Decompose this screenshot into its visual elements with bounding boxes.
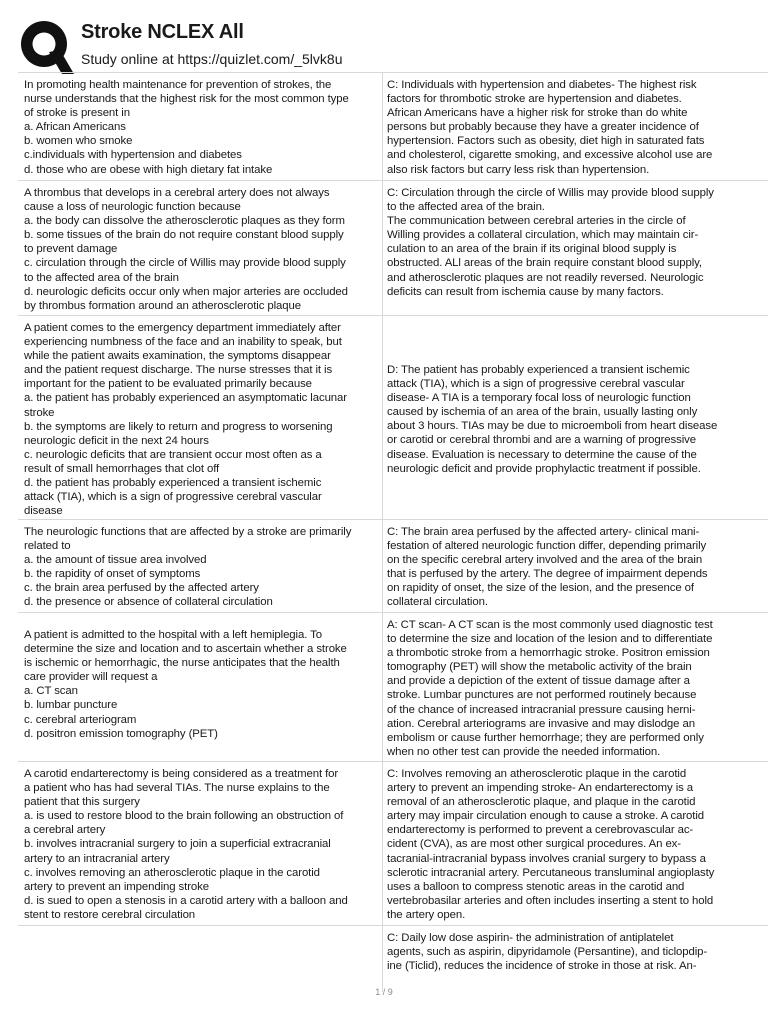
question-cell: A thrombus that develops in a cerebral artery does not always cause a loss of neurologic function because a. the body can dissolve the atherosclerotic plaques as they form b. some tissues of the brain do not require constant blood supply to prevent damage c. circulation through the circle of Willis may provide blood supply to the affected area of the brain d. neurologic deficits occur only when major arteries are occluded by thrombus formation around an atherosclerotic plaque bbox=[24, 187, 348, 312]
answer-cell: A: CT scan- A CT scan is the most commonly used diagnostic test to determine the size and location of the lesion and to differentiate a thrombotic stroke from a hemorrhagic stroke. Positron emission tomography (PET) will show the metabolic activity of the brain and provide a depiction of the extent of tissue damage after a stroke. Lumbar punctures are not performed routinely because of the chance of increased intracranial pressure causing herni- ation. Cerebral arteriograms are invasive and may dislodge an embolism or cause further hemorrhage; they are performed only when no other test can provide the needed information. bbox=[387, 619, 713, 758]
flashcard-table bbox=[18, 72, 768, 992]
document-title: Stroke NCLEX All bbox=[81, 21, 244, 43]
answer-cell: C: The brain area perfused by the affected artery- clinical mani- festation of altered neurologic function differ, depending primarily on the specific cerebral artery involved and the area of the brain that is perfused by the artery. The degree of impairment depends on rapidity of onset, the size of the lesion, and the presence of collateral circulation. bbox=[387, 526, 708, 609]
table-row bbox=[18, 316, 768, 520]
table-row bbox=[18, 73, 768, 181]
table-row bbox=[18, 520, 768, 613]
page-number: 1 / 9 bbox=[375, 987, 393, 997]
question-cell: A carotid endarterectomy is being considered as a treatment for a patient who has had several TIAs. The nurse explains to the patient that this surgery a. is used to restore blood to the brain following an obstruction of a cerebral artery b. involves intracranial surgery to join a superficial extracranial artery to an intracranial artery c. involves removing an atherosclerotic plaque in the carotid artery to prevent an impending stroke d. is sued to open a stenosis in a carotid artery with a balloon and stent to restore cerebral circulation bbox=[24, 768, 348, 921]
answer-cell: C: Daily low dose aspirin- the administration of antiplatelet agents, such as aspirin, dipyridamole (Persantine), and ticlopdip- ine (Ticlid), reduces the incidence of stroke in those at risk. An- bbox=[387, 932, 708, 973]
question-cell: In promoting health maintenance for prevention of strokes, the nurse understands that the highest risk for the most common type of stroke is present in a. African Americans b. women who smoke c.individuals with hypertension and diabetes d. those who are obese with high dietary fat intake bbox=[24, 79, 349, 176]
table-row bbox=[18, 926, 768, 992]
question-cell: A patient is admitted to the hospital with a left hemiplegia. To determine the size and location and to ascertain whether a stroke is ischemic or hemorrhagic, the nurse anticipates that the health care provider will request a a. CT scan b. lumbar puncture c. cerebral arteriogram d. positron emission tomography (PET) bbox=[24, 629, 347, 740]
question-cell: A patient comes to the emergency department immediately after experiencing numbness of the face and an inability to speak, but while the patient awaits examination, the symptoms disappear and the patient request discharge. The nurse stresses that it is important for the patient to be evaluated primarily because a. the patient has probably experienced an asymptomatic lacunar stroke b. the symptoms are likely to return and progress to worsening neurologic deficit in the next 24 hours c. neurologic deficits that are transient occur most often as a result of small hemorrhages that clot off d. the patient has probably experienced a transient ischemic attack (TIA), which is a sign of progressive cerebral vascular disease bbox=[24, 322, 347, 518]
answer-cell: C: Involves removing an atherosclerotic plaque in the carotid artery to prevent an impending stroke- An endarterectomy is a removal of an atherosclerotic plaque, and plaque in the carotid artery may impair circulation enough to cause a stroke. A carotid endarterectomy is performed to prevent a cerebrovascular ac- cident (CVA), as are most other surgical procedures. An ex- tacranial-intracranial bypass involves cranial surgery to bypass a sclerotic intracranial artery. Percutaneous transluminal angioplasty uses a balloon to compress stenotic areas in the carotid and vertebrobasilar arteries and often includes inserting a stent to hold the artery open. bbox=[387, 768, 715, 921]
answer-cell: D: The patient has probably experienced a transient ischemic attack (TIA), which is a sign of progressive cerebral vascular disease- A TIA is a temporary focal loss of neurologic function caused by ischemia of an area of the brain, usually lasting only about 3 hours. TIAs may be due to microemboli from heart disease or carotid or cerebral thrombi and are a warning of progressive disease. Evaluation is necessary to determine the cause of the neurologic deficit and provide prophylactic treatment if possible. bbox=[387, 364, 718, 475]
table-row bbox=[18, 762, 768, 926]
document-header bbox=[0, 0, 768, 74]
question-cell: The neurologic functions that are affected by a stroke are primarily related to a. the amount of tissue area involved b. the rapidity of onset of symptoms c. the brain area perfused by the affected artery d. the presence or absence of collateral circulation bbox=[24, 526, 352, 609]
study-online-link-text: Study online at https://quizlet.com/_5lvk8u bbox=[81, 51, 343, 67]
answer-cell: C: Individuals with hypertension and diabetes- The highest risk factors for thrombotic stroke are hypertension and diabetes. African Americans have a higher risk for stroke than do white persons but probably because they have a greater incidence of hypertension. Factors such as obesity, diet high in saturated fats and cholesterol, cigarette smoking, and excessive alcohol use are also risk factors but carry less risk than hypertension. bbox=[387, 79, 713, 176]
table-row bbox=[18, 613, 768, 762]
quizlet-q-logo-icon bbox=[18, 18, 74, 74]
table-row bbox=[18, 181, 768, 316]
answer-cell: C: Circulation through the circle of Willis may provide blood supply to the affected area of the brain. The communication between cerebral arteries in the circle of Willing provides a collateral circulation, which may maintain cir- culation to an area of the brain if its original blood supply is obstructed. ALl areas of the brain require constant blood supply, and atherosclerotic plaques are not readily reversed. Neurologic deficits can result from ischemia cause by many factors. bbox=[387, 187, 714, 298]
